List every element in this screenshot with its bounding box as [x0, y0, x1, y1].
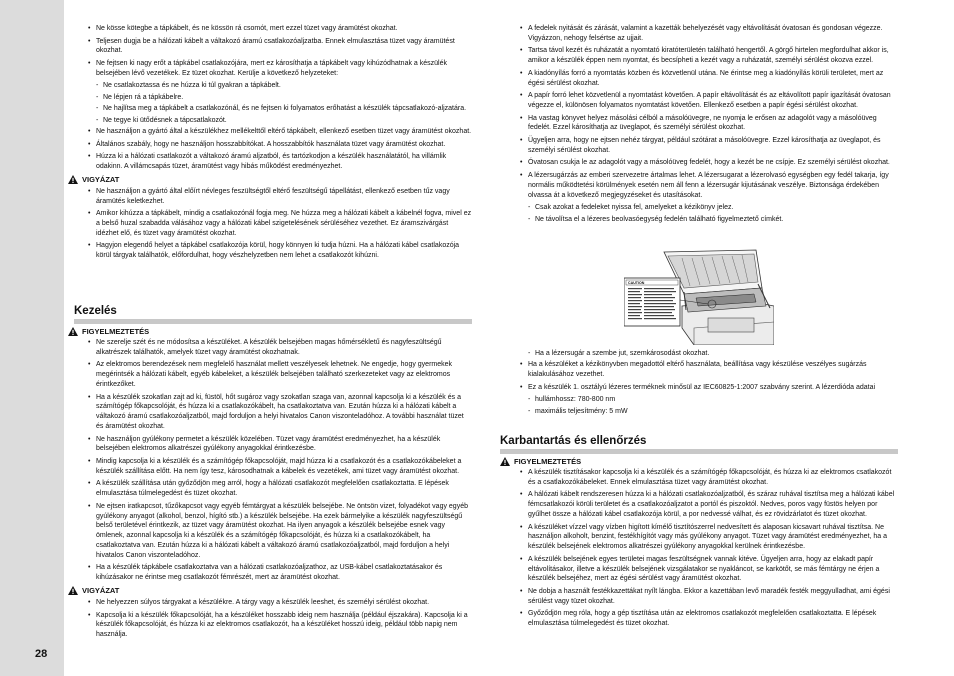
sub-list-item: - Ne lépjen rá a tápkábelre. [68, 93, 472, 103]
list-item: • Mindig kapcsolja ki a készülék és a számítógép főkapcsolóját, majd húzza ki a csatlakozót és a csatlakozókábeleket a készülék szállítása előtt. Ha nem így tesz, károsodhatnak a kábelek és vezetékek, ami tüzet vagy áramütést okozhat. [68, 457, 472, 477]
section-karbantartas [500, 435, 898, 454]
list-item: • Ne használjon a gyártó által előírt névleges feszültségtől eltérő feszültségű tápellátást, ellenkező esetben tűz vagy áramütés keletkezhet. [68, 187, 472, 207]
warning-triangle-icon [68, 327, 78, 336]
list-item: • A készülék belsejének egyes területei magas feszültségnek vannak kitéve. Ügyeljen arra, hogy az elakadt papír eltávolításakor, illetve a készülék belsejének vizsgálatakor se nyakláncot, se karkötőt, se más fémtárgy ne érjen a készülék belsejéhez, mert az égési sérülést vagy áramütést okozhat. [500, 555, 900, 584]
list-item: • Amikor kihúzza a tápkábelt, mindig a csatlakozónál fogja meg. Ne húzza meg a hálózati kábelt a kábelnél fogva, mivel ez a belső huzal szabadda válásához vagy a hálózati kábel szigetelésének sérüléséhez vezethet. Ez áramszivárgást idézhet elő, és tüzet vagy áramütést okozhat. [68, 209, 472, 238]
list-item: • A hálózati kábelt rendszeresen húzza ki a hálózati csatlakozóaljzatból, és száraz ruhával tisztítsa meg a hálózati kábel fémcsatlakozói körüli területet és a csatlakozóaljzatot a portól és piszoktól. Nedves, poros vagy füstös helyen por gyűlhet össze a hálózati kábel csatlakozója körül, a por nedvessé válhat, és ez rövidzárlatot és tüzet okozhat. [500, 490, 900, 519]
list-item: • Ha a készüléket a kézikönyvben megadottól eltérő használata, beállítása vagy készülése veszélyes sugárzás kialakulásához vezethet. [500, 360, 900, 380]
list-item: • Tartsa távol kezét és ruházatát a nyomtató kiratóterületén található hengertől. A görgő hirtelen megfordulhat akkor is, amikor a készülék éppen nem nyomtat, és becsípheti a kezét vagy a ruházatát, személyi sérülést okozva ezzel. [500, 46, 900, 66]
printer-laser-label-illustration [624, 248, 774, 345]
sub-list-item: - maximális teljesítmény: 5 mW [500, 407, 900, 417]
list-item: • A papír forró lehet közvetlenül a nyomtatást követően. A papír eltávolítását és az eltávolított papír igazítását óvatosan végezze el, különösen folyamatos nyomtatást követően. Ellenkező esetben a papír égési sérülést okozhat. [500, 91, 900, 111]
sub-list-item: - hullámhossz: 780-800 nm [500, 395, 900, 405]
sub-list-item: - Csak azokat a fedeleket nyissa fel, amelyeket a kézikönyv jelez. [500, 203, 900, 213]
right-top-block [500, 24, 900, 226]
list-item: • Ha vastag könyvet helyez másolási célból a másolóüvegre, ne nyomja le erősen az adagolót vagy a másolóüveg fedelét. Ezzel károsíthatja az üveglapot, és személyi sérülést okozhat. [500, 114, 900, 134]
list-item: • Ne szerelje szét és ne módosítsa a készüléket. A készülék belsejében magas hőmérsékletű és nagyfeszültségű alkatrészek találhatók, amelyek tüzet vagy áramütést okozhatnak. [68, 338, 472, 358]
list-item: • Teljesen dugja be a hálózati kábelt a váltakozó áramú csatlakozóaljzatba. Ennek elmulasztása tüzet vagy áramütést okozhat. [68, 37, 472, 57]
warning-heading [500, 456, 900, 466]
warning-triangle-icon [500, 457, 510, 466]
sub-list-item: - Ne tegye ki ütődésnek a tápcsatlakozót. [68, 116, 472, 126]
karbantartas-body [500, 453, 900, 632]
list-item: • A készülék tisztításakor kapcsolja ki a készülék és a számítógép főkapcsolóját, és húzza ki az elektromos csatlakozót és a csatlakozókábeleket. Ennek elmulasztása tüzet vagy áramütést okozhat. [500, 468, 900, 488]
warning-heading [68, 326, 472, 336]
list-item: • Győződjön meg róla, hogy a gép tisztítása után az elektromos csatlakozót megfelelően csatlakoztatta. E lépések elmulasztása túlmelegedést és tüzet okozhat. [500, 609, 900, 629]
section-title: Kezelés [74, 305, 472, 324]
list-item: • Általános szabály, hogy ne használjon hosszabbítókat. A hosszabbítók használata tüzet vagy áramütést okozhat. [68, 140, 472, 150]
list-item: • A készüléket vízzel vagy vízben higított kímélő tisztítószerrel nedvesített és alaposan kicsavart ruhával tisztítsa. Ne használjon alkoholt, benzint, festékhígítót vagy más gyúlékony anyagot. Tüzet vagy áramütést eredményezhet, ha a készülék belsejének elektromos alkatrészei gyúlékony anyagokkal kerülnek érintkezésbe. [500, 523, 900, 552]
warning-triangle-icon [68, 175, 78, 184]
list-item: • Ha a készülék tápkábele csatlakoztatva van a hálózati csatlakozóaljzathoz, az USB-kábel csatlakoztatásakor és kihúzásakor ne érintse meg csatlakozót fémrészét, mert az áramütést okozhat. [68, 563, 472, 583]
list-item: • Ne használjon a gyártó által a készülékhez mellékelttől eltérő tápkábelt, ellenkező esetben tüzet vagy áramütést okozhat. [68, 127, 472, 137]
list-item: • Óvatosan csukja le az adagolót vagy a másolóüveg fedelét, hogy a kezét be ne csípje. Ez személyi sérülést okozhat. [500, 158, 900, 168]
right-mid-block [500, 349, 900, 418]
warning-triangle-icon [68, 586, 78, 595]
left-top-block [68, 24, 472, 264]
list-item: • Húzza ki a hálózati csatlakozót a váltakozó áramú aljzatból, és tartózkodjon a készülék használatától, ha villámlik odakinn. A villámcsapás tüzet, áramütést vagy hibás működést eredményezhet. [68, 152, 472, 172]
list-item: • Kapcsolja ki a készülék főkapcsolóját, ha a készüléket hosszabb ideig nem használja (például éjszakára). Kapcsolja ki a készülék főkapcsolóját, és húzza ki az elektromos csatlakozót, ha a készüléket hosszú ideig, például több napig nem használja. [68, 611, 472, 640]
list-item: • Ne helyezzen súlyos tárgyakat a készülékre. A tárgy vagy a készülék leeshet, és személyi sérülést okozhat. [68, 598, 472, 608]
warning-label: FIGYELMEZTETÉS [514, 456, 582, 466]
list-item: • Az elektromos berendezések nem megfelelő használat mellett veszélyesek lehetnek. Ne engedje, hogy gyermekek megérintsék a hálózati kábelt, egyéb kábeleket, a készülék belsejében található szerkezeteket vagy az elektromos érintkezőket. [68, 360, 472, 389]
list-item: • Ne kösse kötegbe a tápkábelt, és ne kössön rá csomót, mert ezzel tüzet vagy áramütést okozhat. [68, 24, 472, 34]
list-item: • Ne ejtsen iratkapcsot, tűzőkapcsot vagy egyéb fémtárgyat a készülék belsejébe. Ne öntsön vizet, folyadékot vagy egyéb gyúlékony anyagot (alkohol, benzol, hígító stb.) a készülék belsejébe. Ha ezek bármelyike a készülék nagyfeszültségű belső területével érintkezik, az tüzet vagy áramütést okozhat. Ha ilyen anyagok a készülék belsejébe esnek vagy ömlenek, azonnal kapcsolja ki a készülék és a számítógép főkapcsolóját, és húzza ki a csatlakozókábelt, ha csatlakoztatva van. Ezután húzza ki a hálózati kábelt a váltakozó áramú csatlakozóaljzatból, majd forduljon a helyi hivatalos Canon viszonteladóhoz. [68, 502, 472, 561]
list-item: • A fedelek nyitását és zárását, valamint a kazetták behelyezését vagy eltávolítását óvatosan és gondosan végezze. Vigyázzon, nehogy felsértse az ujjait. [500, 24, 900, 44]
list-item: • A kiadónyílás forró a nyomtatás közben és közvetlenül utána. Ne érintse meg a kiadónyílás körüli területet, mert az égési sérülést okozhat. [500, 69, 900, 89]
list-item: • Ne fejtsen ki nagy erőt a tápkábel csatlakozójára, mert ez károsíthatja a tápkábelt vagy kihúzódhatnak a készülék belsejében lévő vezetékek. Ez tüzet okozhat. Kerülje a következő helyzeteket: [68, 59, 472, 79]
page-margin-band [0, 0, 64, 676]
list-item: • Hagyjon elegendő helyet a tápkábel csatlakozója körül, hogy könnyen ki tudja húzni. Ha a hálózati kábel csatlakozója körül tárgyak találhatók, előfordulhat, hogy vészhelyzetben nem lehet a csatlakozót kihúzni. [68, 241, 472, 261]
section-title: Karbantartás és ellenőrzés [500, 435, 898, 454]
label-caution-text: CAUTION [628, 281, 645, 285]
caution-heading [68, 586, 472, 596]
caution-heading [68, 175, 472, 185]
sub-list-item: - Ne távolítsa el a lézeres beolvasóegység fedelén található figyelmeztető címkét. [500, 215, 900, 225]
list-item: • Ez a készülék 1. osztályú lézeres terméknek minősül az IEC60825-1:2007 szabvány szerint. A lézerdióda adatai [500, 383, 900, 393]
list-item: • A lézersugárzás az emberi szervezetre ártalmas lehet. A lézersugarat a lézerolvasó egységben egy fedél takarja, így normális működtetési körülmények esetén nem áll fenn a lézersugár kijutásának veszélye. Biztonsága érdekében olvassa át a következő megjegyzéseket és utasításokat. [500, 171, 900, 200]
section-kezeles [74, 305, 472, 324]
caution-label: VIGYÁZAT [82, 586, 120, 596]
caution-label: VIGYÁZAT [82, 175, 120, 185]
list-item: • Ne használjon gyúlékony permetet a készülék közelében. Tüzet vagy áramütést eredményezhet, ha a készülék belsejében elektromos alkatrészei gyúlékony anyagokkal érintkezésbe. [68, 435, 472, 455]
list-item: • Ügyeljen arra, hogy ne ejtsen nehéz tárgyat, például szótárat a másolóüvegre. Ezzel károsíthatja az üveglapot, és személyi sérülést okozhat. [500, 136, 900, 156]
printer-illustration-icon [624, 248, 774, 345]
page-number: 28 [35, 648, 48, 660]
sub-list-item: - Ha a lézersugár a szembe jut, szemkárosodást okozhat. [500, 349, 900, 359]
list-item: • Ne dobja a használt festékkazettákat nyílt lángba. Ekkor a kazettában levő maradék festék meggyulladhat, ami égési sérülést vagy tüzet okozhat. [500, 587, 900, 607]
sub-list-item: - Ne hajlítsa meg a tápkábelt a csatlakozónál, és ne fejtsen ki folyamatos erőhatást a készülék tápcsatlakozó-aljzatára. [68, 104, 472, 114]
list-item: • Ha a készülék szokatlan zajt ad ki, füstöl, hőt sugároz vagy szokatlan szaga van, azonnal kapcsolja ki a készülék és a számítógép főkapcsolóját, és húzza ki a csatlakozókábelt, ha csatlakoztatva van. Ezután húzza ki a hálózati kábelt a váltakozó áramú csatlakozóaljzatból, majd forduljon a helyi hivatalos Canon viszonteladóhoz. A további használat tüzet és áramütést okozhat. [68, 393, 472, 432]
kezeles-body [68, 323, 472, 643]
list-item: • A készülék szállítása után győződjön meg arról, hogy a hálózati csatlakozót megfelelően csatlakoztatta. E lépések elmulasztása túlmelegedést és tüzet okozhat. [68, 479, 472, 499]
sub-list-item: - Ne csatlakoztassa és ne húzza ki túl gyakran a tápkábelt. [68, 81, 472, 91]
warning-label: FIGYELMEZTETÉS [82, 326, 150, 336]
